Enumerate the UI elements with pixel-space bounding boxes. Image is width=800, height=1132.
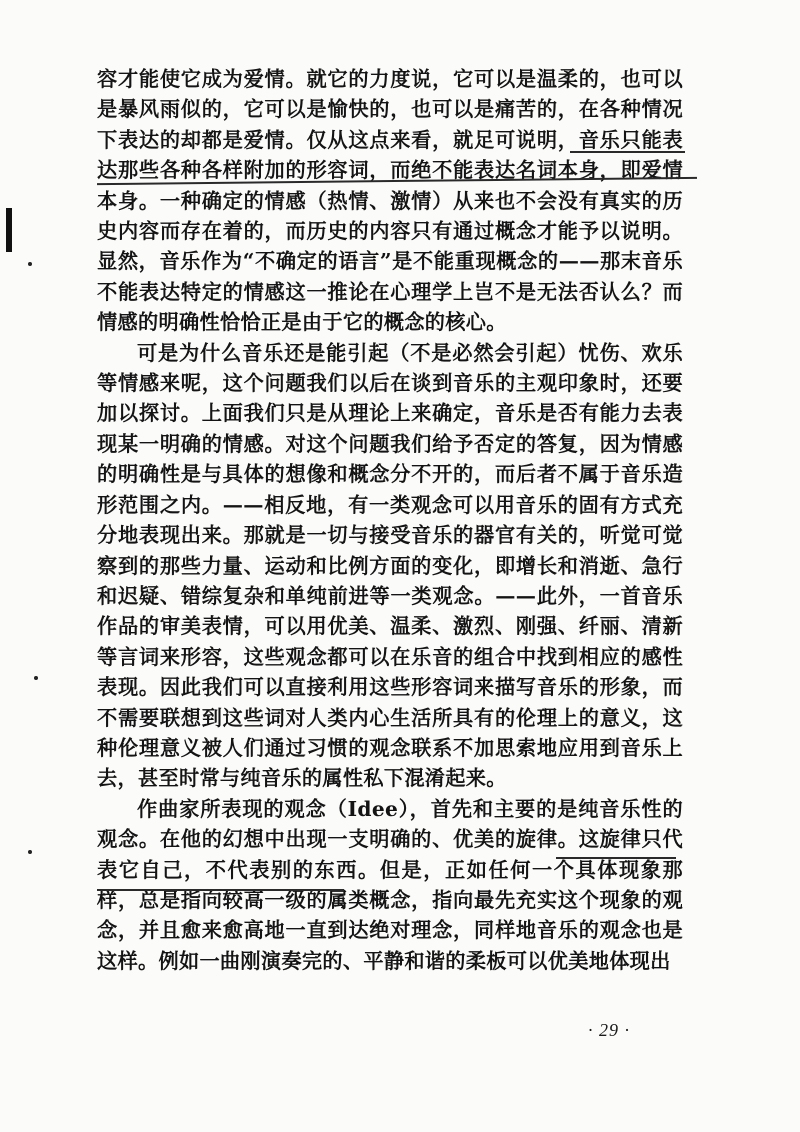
scan-speck xyxy=(28,262,32,266)
handwritten-underline xyxy=(97,889,344,891)
handwritten-underline xyxy=(556,857,676,859)
body-text xyxy=(97,64,683,976)
scan-speck xyxy=(28,850,32,854)
paragraph-3: 作曲家所表现的观念（Idee），首先和主要的是纯音乐性的观念。在他的幻想中出现一支明确的、优美的旋律。这旋律只代表它自己，不代表别的东西。但是，正如任何一个具体现象那样，总是指向较高一级的属类概念，指向最先充实这个现象的观念，并且愈来愈高地一直到达绝对理念，同样地音乐的观念也是这样。例如一曲刚演奏完的、平静和谐的柔板可以优美地体现出 xyxy=(97,796,683,973)
paragraph-2: 可是为什么音乐还是能引起（不是必然会引起）忧伤、欢乐等情感来呢，这个问题我们以后在谈到音乐的主观印象时，还要加以探讨。上面我们只是从理论上来确定，音乐是否有能力去表现某一明确的情感。对这个问题我们给予否定的答复，因为情感的明确性是与具体的想像和概念分不开的，而后者不属于音乐造形范围之内。——相反地，有一类观念可以用音乐的固有方式充分地表现出来。那就是一切与接受音乐的器官有关的，听觉可觉察到的那些力量、运动和比例方面的变化，即增长和消逝、急行和迟疑、错综复杂和单纯前进等一类观念。——此外，一首音乐作品的审美表情，可以用优美、温柔、激烈、刚强、纤丽、清新等言词来形容，这些观念都可以在乐音的组合中找到相应的感性表现。因此我们可以直接利用这些形容词来描写音乐的形象，而不需要联想到这些词对人类内心生活所具有的伦理上的意义，这种伦理意义被人们通过习惯的观念联系不加思索地应用到音乐上去，甚至时常与纯音乐的属性私下混淆起来。 xyxy=(97,340,683,791)
paragraph-1: 容才能使它成为爱情。就它的力度说，它可以是温柔的，也可以是暴风雨似的，它可以是愉快的，也可以是痛苦的，在各种情况下表达的却都是爱情。仅从这点来看，就足可说明，音乐只能表达那些各种各样附加的形容词，而绝不能表达名词本身，即爱情本身。一种确定的情感（热情、激情）从来也不会没有真实的历史内容而存在着的，而历史的内容只有通过概念才能予以说明。显然，音乐作为“不确定的语言”是不能重现概念的——那末音乐不能表达特定的情感这一推论在心理学上岂不是无法否认么？而情感的明确性恰恰正是由于它的概念的核心。 xyxy=(97,67,683,335)
handwritten-underline xyxy=(570,151,685,153)
scan-margin-mark xyxy=(6,208,12,252)
scan-speck xyxy=(34,676,38,680)
page-number: · 29 · xyxy=(588,1020,630,1040)
